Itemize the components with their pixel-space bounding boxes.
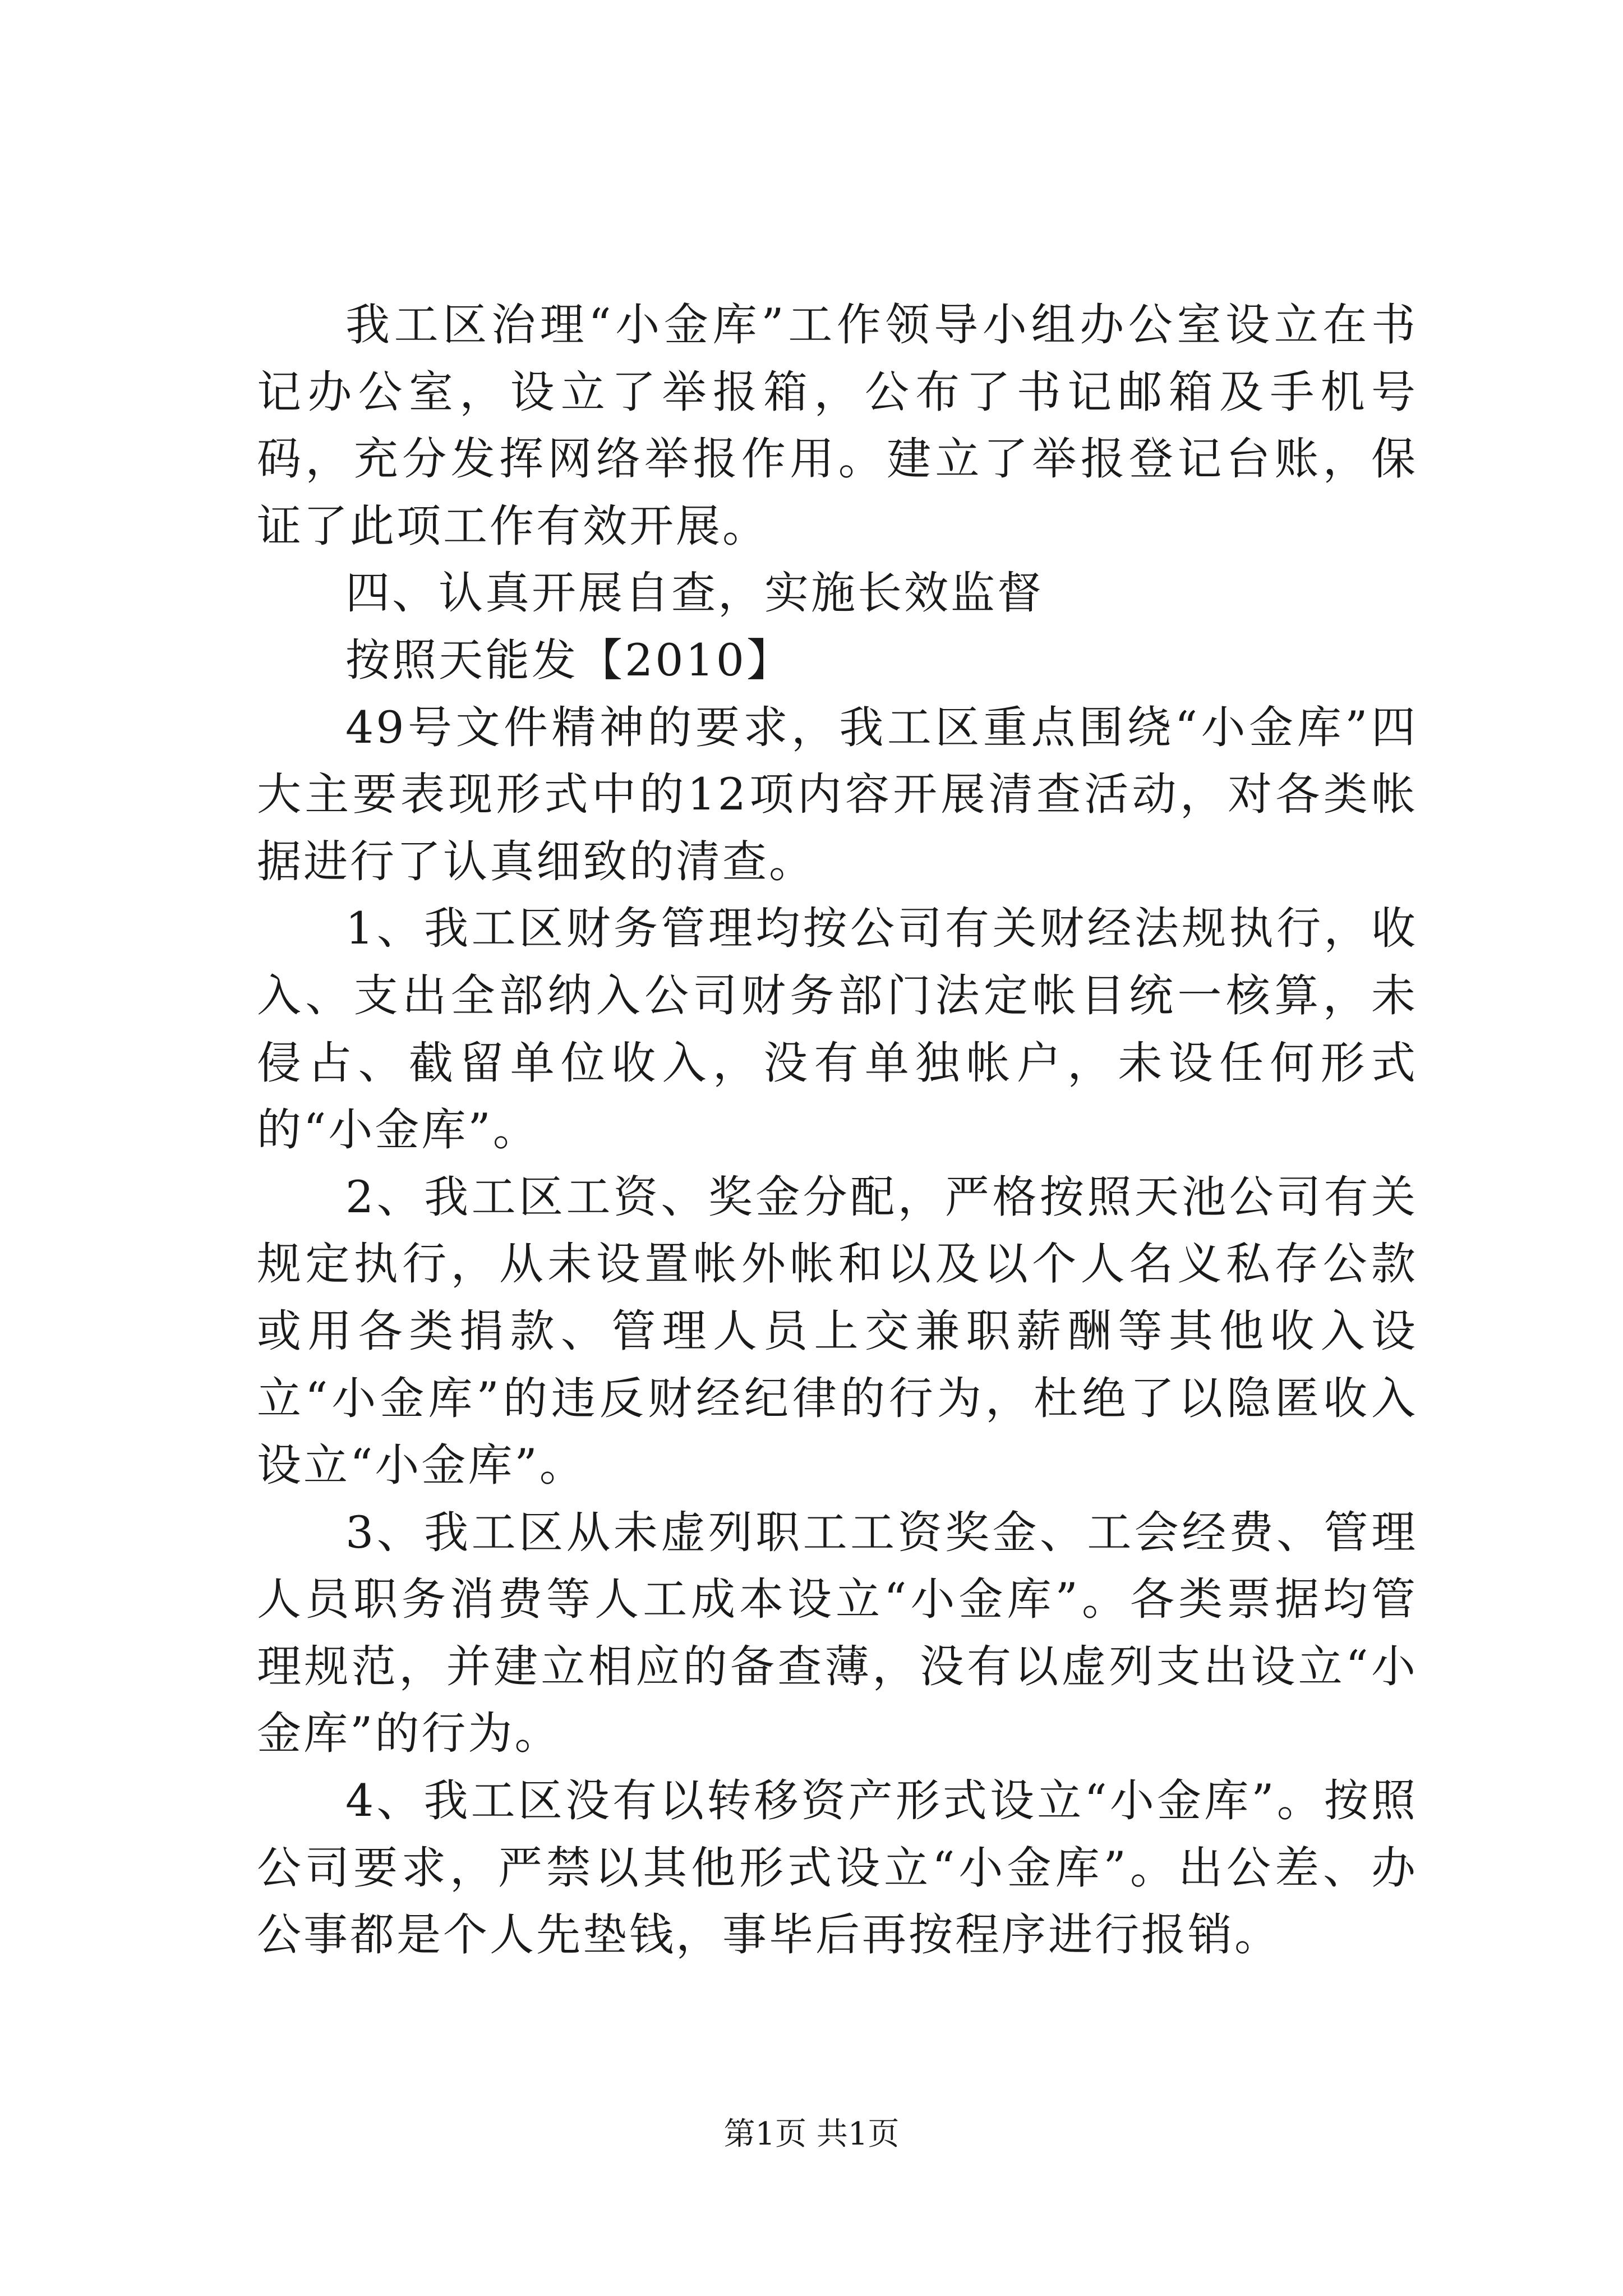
paragraph-inspection-scope: 49号文件精神的要求，我工区重点围绕“小金库”四大主要表现形式中的12项内容开展清查活动，对各类帐据进行了认真细致的清查。 <box>257 701 1418 887</box>
paragraph-reference-doc: 按照天能发【2010】 <box>345 634 794 686</box>
paragraph-item-1: 1、我工区财务管理均按公司有关财经法规执行，收入、支出全部纳入公司财务部门法定帐目统一核算，未侵占、截留单位收入，没有单独帐户，未设任何形式的“小金库”。 <box>257 903 1418 1156</box>
paragraph-item-4: 4、我工区没有以转移资产形式设立“小金库”。按照公司要求，严禁以其他形式设立“小金库”。出公差、办公事都是个人先垫钱，事毕后再按程序进行报销。 <box>257 1775 1418 1961</box>
page-footer: 第1页 共1页 <box>723 2116 900 2152</box>
paragraph-item-3: 3、我工区从未虚列职工工资奖金、工会经费、管理人员职务消费等人工成本设立“小金库”。各类票据均管理规范，并建立相应的备查薄，没有以虚列支出设立“小金库”的行为。 <box>257 1506 1418 1760</box>
document-body <box>257 292 1418 1969</box>
paragraph-report-box: 我工区治理“小金库”工作领导小组办公室设立在书记办公室，设立了举报箱，公布了书记邮箱及手机号码，充分发挥网络举报作用。建立了举报登记台账，保证了此项工作有效开展。 <box>257 299 1418 552</box>
paragraph-item-2: 2、我工区工资、奖金分配，严格按照天池公司有关规定执行，从未设置帐外帐和以及以个人名义私存公款或用各类捐款、管理人员上交兼职薪酬等其他收入设立“小金库”的违反财经纪律的行为，杜绝了以隐匿收入设立“小金库”。 <box>257 1171 1418 1492</box>
section-heading-self-inspection: 四、认真开展自查，实施长效监督 <box>345 567 1044 619</box>
